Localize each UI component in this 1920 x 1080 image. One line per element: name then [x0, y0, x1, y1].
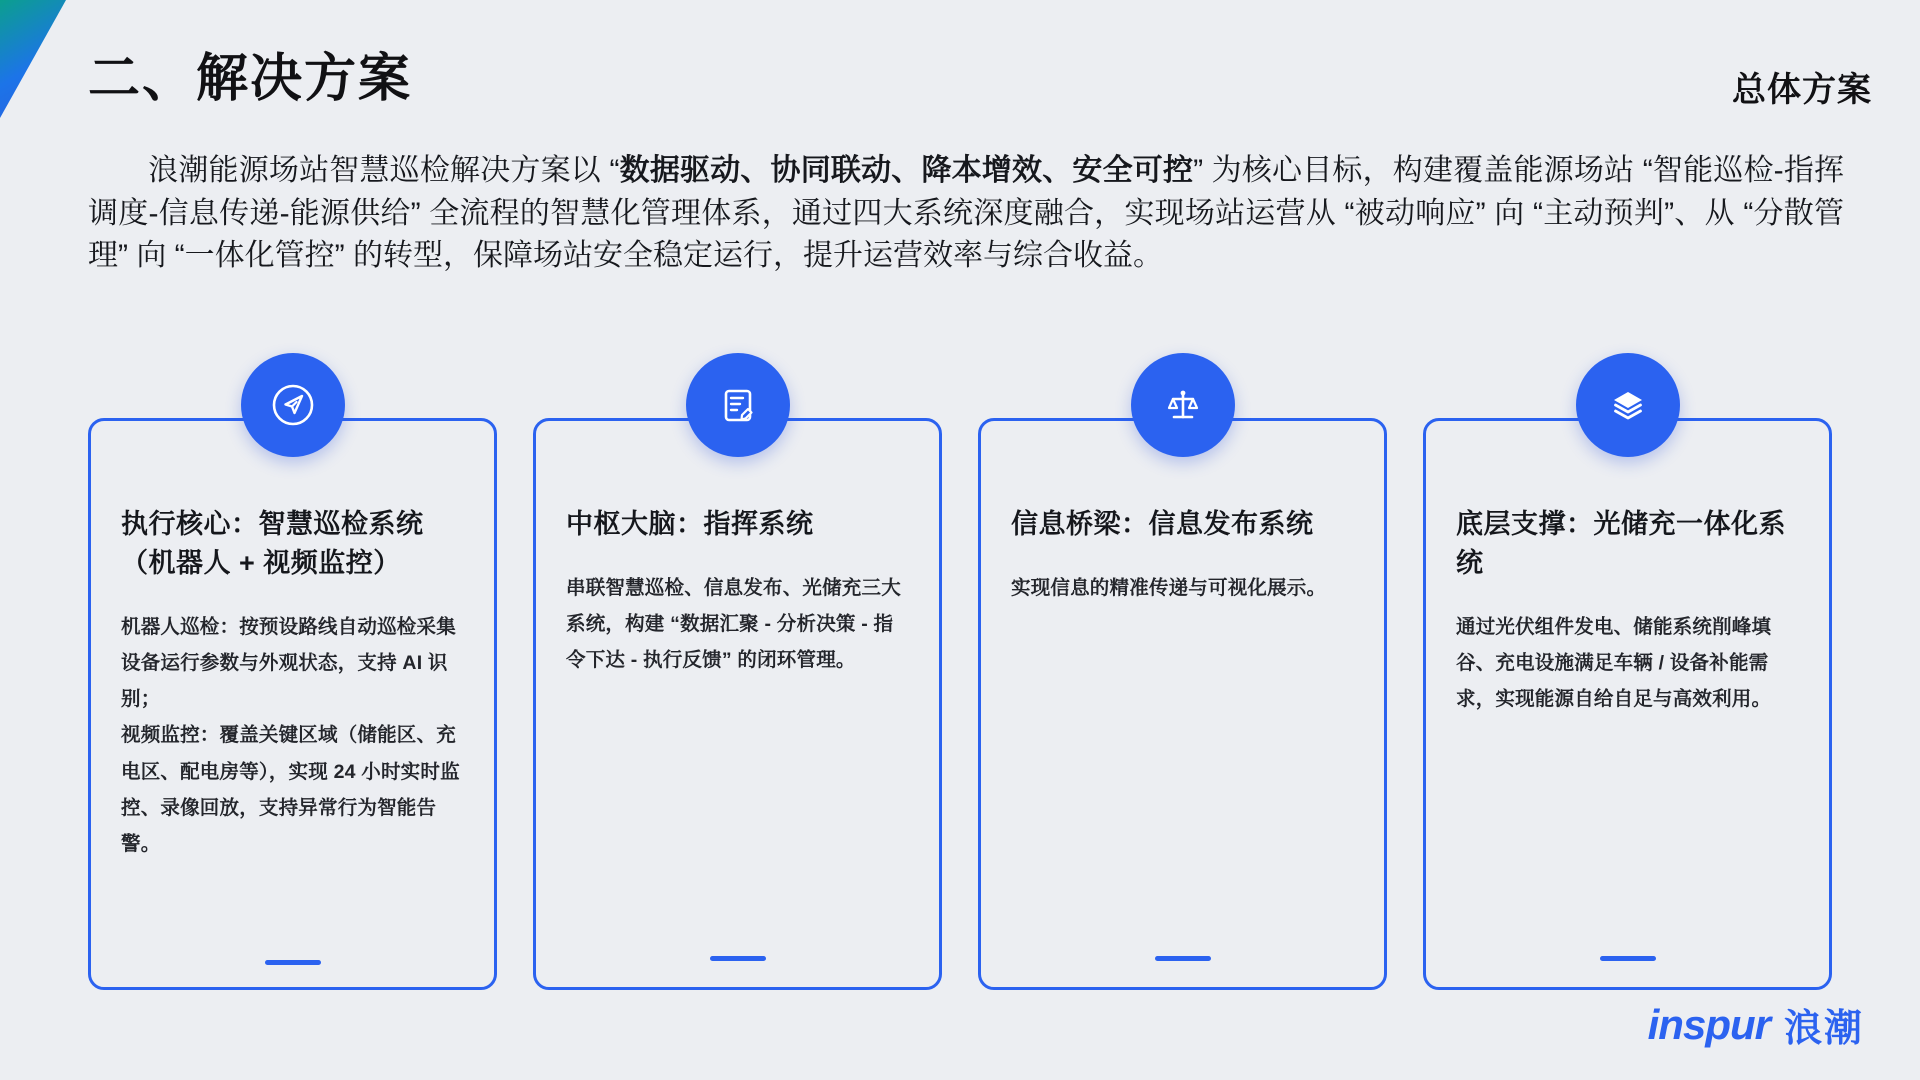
- card-body-line: 串联智慧巡检、信息发布、光储充三大系统，构建 “数据汇聚 - 分析决策 - 指令下达 - 执行反馈” 的闭环管理。: [566, 577, 901, 672]
- card-accent-rule: [265, 960, 321, 965]
- card-body: [1456, 609, 1799, 717]
- document-edit-icon: [712, 379, 764, 431]
- card-base-support[interactable]: [1423, 418, 1832, 990]
- decorative-corner-wedge: [0, 0, 66, 118]
- card-badge: [241, 353, 345, 457]
- card-title: 信息桥梁：信息发布系统: [1011, 509, 1314, 539]
- card-body-line: 通过光伏组件发电、储能系统削峰填谷、充电设施满足车辆 / 设备补能需求，实现能源自给自足与高效利用。: [1456, 616, 1772, 711]
- intro-segment-2: ” 为核心目标，构建覆盖能源场站 “智能巡检-指挥调度-信息传递-能源供给” 全流程的智慧化管理体系，通过四大系统深度融合，实现场站运营从 “被动响应” 向 “主动预判”、从 “分散管理” 向 “一体化管控” 的转型，保障场站安全稳定运行，提升运营效率与综合收益。: [88, 154, 1845, 273]
- card-body: [121, 609, 464, 861]
- cards-row: [88, 418, 1832, 998]
- paper-plane-icon: [267, 379, 319, 431]
- card-title: 中枢大脑：指挥系统: [566, 509, 814, 539]
- card-body: [1011, 570, 1354, 606]
- card-badge: [1131, 353, 1235, 457]
- card-body-line: 机器人巡检：按预设路线自动巡检采集设备运行参数与外观状态，支持 AI 识别；: [121, 616, 456, 711]
- section-label: 总体方案: [1732, 71, 1872, 109]
- layers-icon: [1602, 379, 1654, 431]
- card-body: [566, 570, 909, 678]
- card-title: 底层支撑：光储充一体化系统: [1456, 509, 1786, 579]
- card-execution-core[interactable]: [88, 418, 497, 990]
- card-body-line: 视频监控：覆盖关键区域（储能区、充电区、配电房等），实现 24 小时实时监控、录像回放，支持异常行为智能告警。: [121, 724, 460, 855]
- page-title: 二、解决方案: [88, 50, 413, 108]
- brand-logo: [1648, 997, 1864, 1052]
- card-accent-rule: [1155, 956, 1211, 961]
- intro-paragraph: [88, 150, 1844, 278]
- logo-wordmark: inspur: [1647, 1000, 1770, 1048]
- intro-segment-1: 浪潮能源场站智慧巡检解决方案以 “: [148, 154, 620, 187]
- card-badge: [686, 353, 790, 457]
- card-information-bridge[interactable]: [978, 418, 1387, 990]
- card-badge: [1576, 353, 1680, 457]
- card-command-system[interactable]: [533, 418, 942, 990]
- intro-bold-keywords: 数据驱动、协同联动、降本增效、安全可控: [619, 154, 1194, 187]
- card-body-line: 实现信息的精准传递与可视化展示。: [1011, 577, 1327, 600]
- card-title: 执行核心：智慧巡检系统（机器人 + 视频监控）: [121, 509, 424, 579]
- logo-chinese-name: 浪潮: [1783, 1008, 1864, 1050]
- card-accent-rule: [710, 956, 766, 961]
- broadcast-icon: [1157, 379, 1209, 431]
- card-accent-rule: [1600, 956, 1656, 961]
